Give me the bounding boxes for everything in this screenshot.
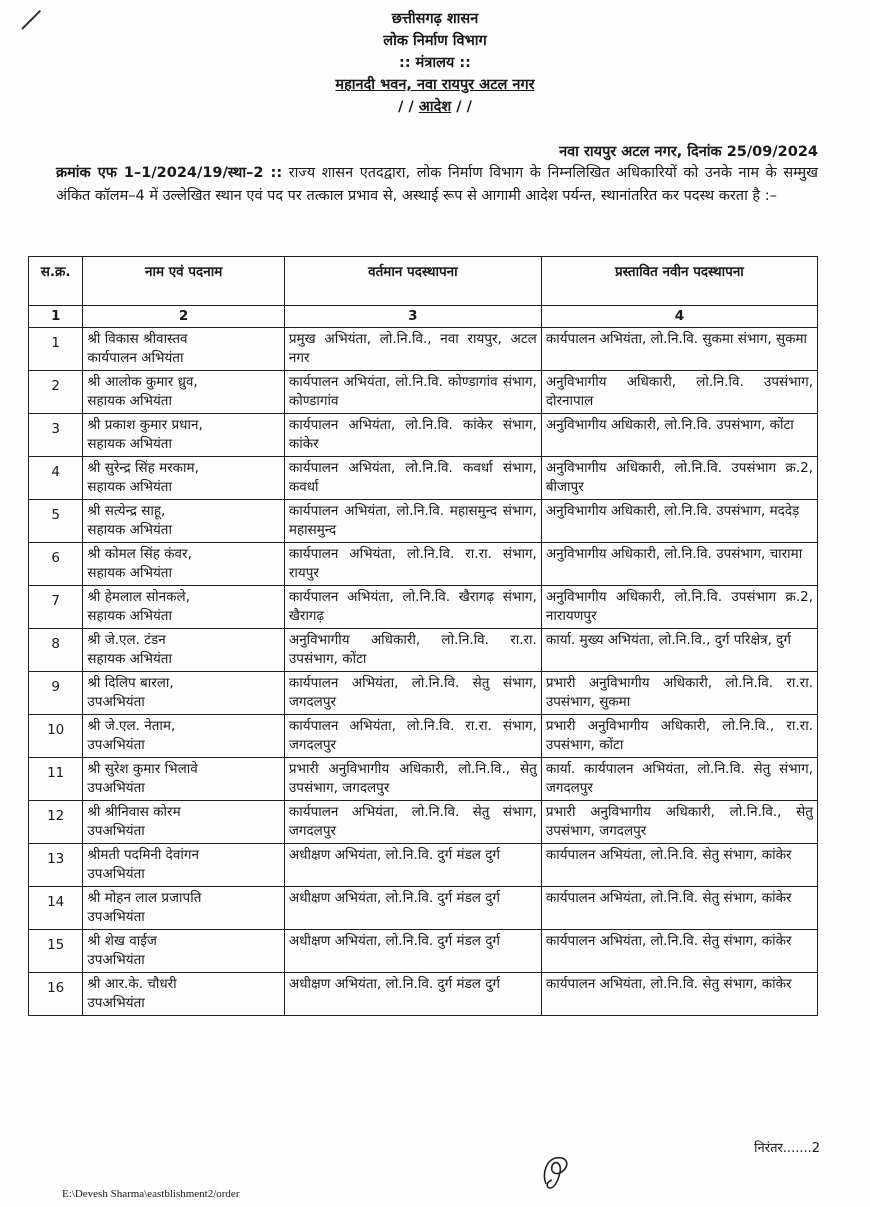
officer-name-designation	[83, 457, 285, 500]
signature-mark	[540, 1154, 576, 1192]
office-address: महानदी भवन, नवा रायपुर अटल नगर	[335, 77, 535, 93]
current-posting: कार्यपालन अभियंता, लो.नि.वि. कांकेर संभाग, कांकेर	[284, 414, 541, 457]
table-row	[29, 801, 818, 844]
serial-number: 8	[29, 629, 83, 672]
officer-designation: सहायक अभियंता	[87, 522, 172, 538]
officer-name: श्री मोहन लाल प्रजापति	[87, 890, 202, 906]
table-row	[29, 414, 818, 457]
current-posting: अधीक्षण अभियंता, लो.नि.वि. दुर्ग मंडल दुर्ग	[284, 887, 541, 930]
govt-name: छत्तीसगढ़ शासन	[391, 11, 479, 27]
table-row	[29, 500, 818, 543]
order-suffix: / /	[451, 99, 472, 115]
proposed-posting: अनुविभागीय अधिकारी, लो.नि.वि. उपसंभाग, दोरनापाल	[541, 371, 817, 414]
colnum: 2	[83, 306, 285, 328]
order-number: क्रमांक एफ 1–1/2024/19/स्था–2 ::	[56, 165, 283, 181]
officer-designation: सहायक अभियंता	[87, 436, 172, 452]
officer-name-designation	[83, 543, 285, 586]
proposed-posting: कार्यपालन अभियंता, लो.नि.वि. सेतु संभाग, कांकेर	[541, 887, 817, 930]
current-posting: कार्यपालन अभियंता, लो.नि.वि. कवर्धा संभाग, कवर्धा	[284, 457, 541, 500]
proposed-posting: कार्यपालन अभियंता, लो.नि.वि. सुकमा संभाग, सुकमा	[541, 328, 817, 371]
officer-designation: उपअभियंता	[87, 952, 145, 968]
officer-name: श्री सत्येन्द्र साहू,	[87, 503, 166, 519]
officer-designation: कार्यपालन अभियंता	[87, 350, 184, 366]
table-row	[29, 758, 818, 801]
table-header-row	[29, 257, 818, 306]
serial-number: 14	[29, 887, 83, 930]
officer-designation: उपअभियंता	[87, 694, 145, 710]
officer-name-designation	[83, 629, 285, 672]
officer-name: श्री श्रीनिवास कोरम	[87, 804, 181, 820]
current-posting: अधीक्षण अभियंता, लो.नि.वि. दुर्ग मंडल दुर्ग	[284, 973, 541, 1016]
serial-number: 13	[29, 844, 83, 887]
colnum: 3	[284, 306, 541, 328]
officer-name-designation	[83, 328, 285, 371]
officer-designation: सहायक अभियंता	[87, 393, 172, 409]
officer-name-designation	[83, 414, 285, 457]
officer-designation: उपअभियंता	[87, 823, 145, 839]
column-number-row	[29, 306, 818, 328]
department-name: लोक निर्माण विभाग	[383, 33, 487, 49]
proposed-posting: प्रभारी अनुविभागीय अधिकारी, लो.नि.वि. रा.रा. उपसंभाग, सुकमा	[541, 672, 817, 715]
continued-note: निरंतर.......2	[754, 1141, 820, 1156]
serial-number: 2	[29, 371, 83, 414]
officer-name: श्री सुरेन्द्र सिंह मरकाम,	[87, 460, 199, 476]
officer-designation: उपअभियंता	[87, 909, 145, 925]
officer-name: श्री हेमलाल सोनकले,	[87, 589, 190, 605]
file-path: E:\Devesh Sharma\eastblishment2/order	[62, 1188, 240, 1200]
serial-number: 10	[29, 715, 83, 758]
officer-designation: उपअभियंता	[87, 737, 145, 753]
officer-name: श्री दिलिप बारला,	[87, 675, 174, 691]
proposed-posting: कार्या. मुख्य अभियंता, लो.नि.वि., दुर्ग परिक्षेत्र, दुर्ग	[541, 629, 817, 672]
officer-name-designation	[83, 586, 285, 629]
table-row	[29, 715, 818, 758]
officer-name-designation	[83, 887, 285, 930]
proposed-posting: अनुविभागीय अधिकारी, लो.नि.वि. उपसंभाग, चारामा	[541, 543, 817, 586]
serial-number: 4	[29, 457, 83, 500]
officer-name: श्री सुरेश कुमार भिलावे	[87, 761, 198, 777]
officer-name: श्री कोमल सिंह कंवर,	[87, 546, 192, 562]
colnum: 1	[29, 306, 83, 328]
officer-designation: उपअभियंता	[87, 866, 145, 882]
officer-name: श्री आर.के. चौधरी	[87, 976, 177, 992]
header-proposed: प्रस्तावित नवीन पदस्थापना	[541, 257, 817, 306]
officer-name-designation	[83, 371, 285, 414]
serial-number: 9	[29, 672, 83, 715]
proposed-posting: कार्या. कार्यपालन अभियंता, लो.नि.वि. सेतु संभाग, जगदलपुर	[541, 758, 817, 801]
officer-name: श्री विकास श्रीवास्तव	[87, 331, 188, 347]
order-title: आदेश	[418, 99, 452, 115]
table-row	[29, 973, 818, 1016]
current-posting: कार्यपालन अभियंता, लो.नि.वि. महासमुन्द संभाग, महासमुन्द	[284, 500, 541, 543]
table-row	[29, 457, 818, 500]
officer-name-designation	[83, 715, 285, 758]
transfer-table	[28, 256, 818, 1016]
table-row	[29, 672, 818, 715]
current-posting: कार्यपालन अभियंता, लो.नि.वि. सेतु संभाग, जगदलपुर	[284, 672, 541, 715]
officer-designation: सहायक अभियंता	[87, 479, 172, 495]
officer-designation: उपअभियंता	[87, 995, 145, 1011]
table-row	[29, 586, 818, 629]
officer-name: श्री शेख वाईज	[87, 933, 157, 949]
table-row	[29, 930, 818, 973]
header-current: वर्तमान पदस्थापना	[284, 257, 541, 306]
order-prefix: / /	[398, 99, 419, 115]
serial-number: 12	[29, 801, 83, 844]
current-posting: प्रमुख अभियंता, लो.नि.वि., नवा रायपुर, अटल नगर	[284, 328, 541, 371]
order-text: राज्य शासन एतदद्वारा, लोक निर्माण विभाग के निम्नलिखित अधिकारियों को उनके नाम के सम्मुख अंकित कॉलम–4 में उल्लेखित स्थान एवं पद पर तत्काल प्रभाव से, अस्थाई रूप से आगामी आदेश पर्यन्त, स्थानांतरित कर पदस्थ करता है :–	[56, 165, 819, 204]
officer-name: श्री प्रकाश कुमार प्रधान,	[87, 417, 203, 433]
current-posting: अधीक्षण अभियंता, लो.नि.वि. दुर्ग मंडल दुर्ग	[284, 930, 541, 973]
proposed-posting: अनुविभागीय अधिकारी, लो.नि.वि. उपसंभाग क्र.2, बीजापुर	[541, 457, 817, 500]
table-row	[29, 543, 818, 586]
current-posting: प्रभारी अनुविभागीय अधिकारी, लो.नि.वि., सेतु उपसंभाग, जगदलपुर	[284, 758, 541, 801]
officer-designation: सहायक अभियंता	[87, 565, 172, 581]
current-posting: अधीक्षण अभियंता, लो.नि.वि. दुर्ग मंडल दुर्ग	[284, 844, 541, 887]
table-row	[29, 887, 818, 930]
current-posting: कार्यपालन अभियंता, लो.नि.वि. सेतु संभाग, जगदलपुर	[284, 801, 541, 844]
current-posting: कार्यपालन अभियंता, लो.नि.वि. खैरागढ़ संभाग, खैरागढ़	[284, 586, 541, 629]
officer-designation: उपअभियंता	[87, 780, 145, 796]
serial-number: 3	[29, 414, 83, 457]
officer-name-designation	[83, 758, 285, 801]
colnum: 4	[541, 306, 817, 328]
officer-name: श्री जे.एल. टंडन	[87, 632, 166, 648]
officer-name-designation	[83, 672, 285, 715]
ministry-label: :: मंत्रालय ::	[399, 55, 471, 71]
order-intro	[56, 162, 818, 208]
serial-number: 16	[29, 973, 83, 1016]
proposed-posting: प्रभारी अनुविभागीय अधिकारी, लो.नि.वि., सेतु उपसंभाग, जगदलपुर	[541, 801, 817, 844]
officer-name: श्री आलोक कुमार ध्रुव,	[87, 374, 198, 390]
current-posting: कार्यपालन अभियंता, लो.नि.वि. कोण्डागांव संभाग, कोण्डागांव	[284, 371, 541, 414]
officer-name: श्री जे.एल. नेताम,	[87, 718, 176, 734]
current-posting: अनुविभागीय अधिकारी, लो.नि.वि. रा.रा. उपसंभाग, कोंटा	[284, 629, 541, 672]
table-row	[29, 328, 818, 371]
table-row	[29, 371, 818, 414]
order-heading	[0, 96, 870, 118]
table-row	[29, 844, 818, 887]
current-posting: कार्यपालन अभियंता, लो.नि.वि. रा.रा. संभाग, जगदलपुर	[284, 715, 541, 758]
proposed-posting: कार्यपालन अभियंता, लो.नि.वि. सेतु संभाग, कांकेर	[541, 973, 817, 1016]
officer-name-designation	[83, 973, 285, 1016]
officer-name-designation	[83, 801, 285, 844]
table-row	[29, 629, 818, 672]
header-name: नाम एवं पदनाम	[83, 257, 285, 306]
proposed-posting: कार्यपालन अभियंता, लो.नि.वि. सेतु संभाग, कांकेर	[541, 930, 817, 973]
serial-number: 11	[29, 758, 83, 801]
serial-number: 6	[29, 543, 83, 586]
letterhead	[0, 8, 870, 118]
officer-designation: सहायक अभियंता	[87, 608, 172, 624]
current-posting: कार्यपालन अभियंता, लो.नि.वि. रा.रा. संभाग, रायपुर	[284, 543, 541, 586]
serial-number: 7	[29, 586, 83, 629]
serial-number: 1	[29, 328, 83, 371]
proposed-posting: कार्यपालन अभियंता, लो.नि.वि. सेतु संभाग, कांकेर	[541, 844, 817, 887]
proposed-posting: अनुविभागीय अधिकारी, लो.नि.वि. उपसंभाग, मददेड़	[541, 500, 817, 543]
proposed-posting: प्रभारी अनुविभागीय अधिकारी, लो.नि.वि., रा.रा. उपसंभाग, कोंटा	[541, 715, 817, 758]
officer-name: श्रीमती पदमिनी देवांगन	[87, 847, 199, 863]
officer-name-designation	[83, 844, 285, 887]
header-sn: स.क्र.	[29, 257, 83, 306]
officer-designation: सहायक अभियंता	[87, 651, 172, 667]
proposed-posting: अनुविभागीय अधिकारी, लो.नि.वि. उपसंभाग क्र.2, नारायणपुर	[541, 586, 817, 629]
place-date: नवा रायपुर अटल नगर, दिनांक 25/09/2024	[559, 144, 818, 160]
serial-number: 15	[29, 930, 83, 973]
proposed-posting: अनुविभागीय अधिकारी, लो.नि.वि. उपसंभाग, कोंटा	[541, 414, 817, 457]
officer-name-designation	[83, 930, 285, 973]
officer-name-designation	[83, 500, 285, 543]
serial-number: 5	[29, 500, 83, 543]
